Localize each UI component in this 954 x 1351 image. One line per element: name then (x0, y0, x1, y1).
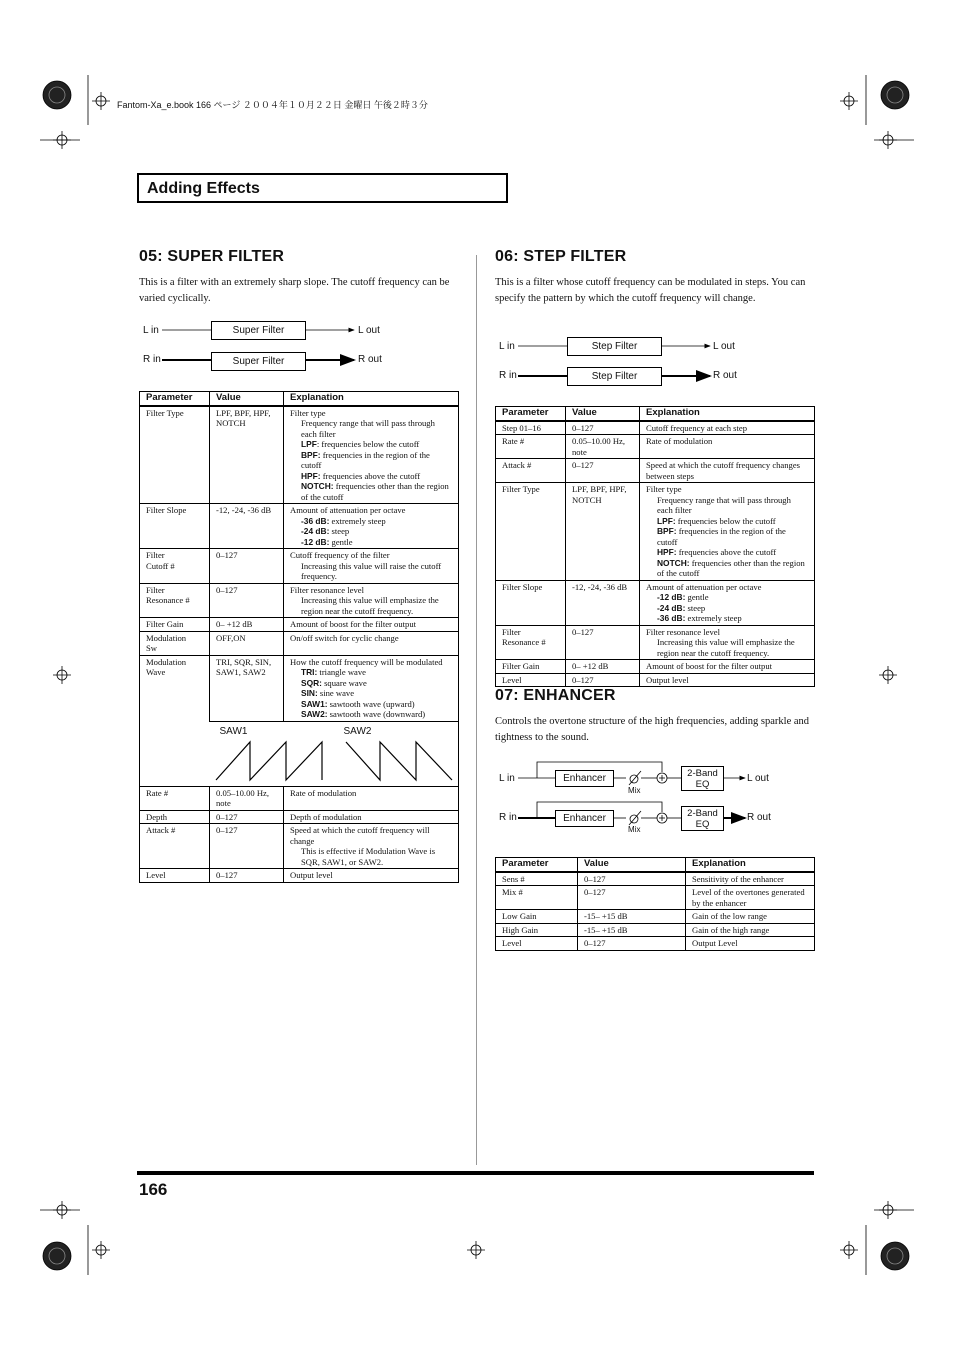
key-desc: frequencies other than the region of the cutoff (657, 557, 805, 578)
col-value: Value (566, 407, 640, 421)
super-filter-title: 05: SUPER FILTER (139, 248, 285, 265)
table-row (496, 673, 815, 687)
key-desc: frequencies other than the region of the cutoff (301, 481, 449, 502)
value-cell: LPF, BPF, HPF, NOTCH (210, 406, 284, 504)
param-cell: Filter Gain (496, 660, 566, 674)
param-cell: Attack # (496, 459, 566, 483)
mix-label-l: Mix (628, 786, 641, 795)
param-cell: Low Gain (496, 910, 578, 924)
param-cell: High Gain (496, 923, 578, 937)
explanation-item (290, 537, 452, 548)
value-cell: 0–127 (210, 810, 284, 824)
explanation-cell: Amount of boost for the filter output (640, 660, 815, 674)
explanation-item (646, 603, 808, 614)
explanation-cell: On/off switch for cyclic change (284, 631, 459, 655)
param-cell: Depth (140, 810, 210, 824)
sawtooth-waves (210, 722, 460, 786)
value-cell: 0–127 (566, 421, 640, 435)
key-desc: extremely steep (329, 515, 386, 526)
table-row (140, 618, 459, 632)
param-cell (140, 549, 210, 584)
key-desc: frequencies above the cutoff (320, 470, 421, 481)
value-cell: LPF, BPF, HPF, NOTCH (566, 483, 640, 581)
l-in-label: L in (143, 325, 159, 336)
explanation-item (290, 516, 452, 527)
value-cell: -15– +15 dB (578, 910, 686, 924)
r-out-label: R out (747, 812, 771, 823)
page-number: 166 (139, 1180, 168, 1199)
table-row (496, 872, 815, 886)
explanation-cell (284, 406, 459, 504)
param-cell: Filter Gain (140, 618, 210, 632)
value-cell: 0– +12 dB (566, 660, 640, 674)
explanation-item (646, 613, 808, 624)
explanation-text: Speed at which the cutoff frequency will change (290, 825, 430, 846)
explanation-cell (284, 549, 459, 584)
explanation-text: Amount of attenuation per octave (646, 581, 762, 592)
param-cell: Filter Slope (140, 504, 210, 549)
col-explanation: Explanation (284, 392, 459, 406)
table-row (140, 869, 459, 883)
explanation-text: Filter resonance level (646, 626, 720, 637)
section-title-box (137, 173, 508, 203)
value-cell: 0–127 (566, 459, 640, 483)
explanation-item (290, 699, 452, 710)
explanation-cell: Level of the overtones generated by the enhancer (686, 886, 815, 910)
key-term: BPF: (301, 449, 321, 460)
super-filter-description: This is a filter with an extremely sharp slope. The cutoff frequency can be varied cyclically. (139, 277, 450, 304)
explanation-cell (640, 483, 815, 581)
param-line: Modulation (146, 656, 187, 667)
table-row (140, 631, 459, 655)
step-filter-title: 06: STEP FILTER (495, 248, 627, 265)
explanation-cell: Output Level (686, 937, 815, 951)
param-cell: Step 01–16 (496, 421, 566, 435)
explanation-cell (640, 580, 815, 625)
param-line: Filter (146, 550, 165, 560)
key-term: NOTCH: (657, 557, 690, 568)
explanation-sub: Frequency range that will pass through each filter (657, 494, 791, 515)
key-desc: gentle (329, 536, 353, 547)
table-row (140, 583, 459, 618)
table-row (496, 660, 815, 674)
col-parameter: Parameter (140, 392, 210, 406)
value-cell: -15– +15 dB (578, 923, 686, 937)
value-cell: 0–127 (210, 824, 284, 869)
key-term: -24 dB: (301, 526, 330, 536)
explanation-item (290, 526, 452, 537)
r-in-label: R in (499, 370, 517, 381)
explanation-text: Cutoff frequency of the filter (290, 550, 390, 560)
param-cell: Rate # (140, 786, 210, 810)
key-desc: gentle (685, 592, 709, 602)
key-desc: steep (329, 526, 350, 536)
key-term: SAW2: (301, 709, 328, 719)
r-in-label: R in (499, 812, 517, 823)
table-row (496, 886, 815, 910)
param-cell: Sens # (496, 872, 578, 886)
param-cell: Level (140, 869, 210, 883)
param-line: Cutoff # (146, 560, 175, 571)
explanation-item (646, 558, 808, 579)
eq-line: 2-Band (687, 808, 718, 819)
key-desc: triangle wave (317, 667, 366, 677)
eq-block-l (681, 766, 724, 791)
super-filter-block-r: Super Filter (211, 352, 306, 371)
explanation-cell (284, 504, 459, 549)
enhancer-block-l: Enhancer (555, 770, 614, 787)
key-term: SIN: (301, 688, 318, 698)
key-term: BPF: (657, 526, 677, 536)
table-row (496, 923, 815, 937)
key-desc: square wave (321, 677, 367, 688)
footer-rule (137, 1171, 814, 1175)
param-line: Resonance # (502, 637, 546, 647)
param-cell (140, 655, 210, 786)
l-out-label: L out (713, 341, 735, 352)
key-term: -36 dB: (301, 515, 330, 526)
value-cell: 0–127 (210, 869, 284, 883)
step-filter-block-l: Step Filter (567, 337, 662, 356)
key-term: SAW1: (301, 698, 328, 709)
explanation-cell (284, 655, 459, 721)
eq-line: EQ (695, 819, 710, 830)
param-cell: Filter Type (140, 406, 210, 504)
col-value: Value (578, 858, 686, 872)
explanation-cell: Sensitivity of the enhancer (686, 872, 815, 886)
param-line: Wave (146, 667, 166, 677)
col-parameter: Parameter (496, 858, 578, 872)
table-row (140, 824, 459, 869)
explanation-item (646, 547, 808, 558)
explanation-cell: Gain of the low range (686, 910, 815, 924)
column-divider (476, 255, 477, 1165)
r-out-label: R out (358, 354, 382, 365)
step-filter-table (495, 406, 815, 687)
col-explanation: Explanation (640, 407, 815, 421)
param-cell: Level (496, 673, 566, 687)
param-line: Filter (502, 626, 521, 637)
step-filter-block-r: Step Filter (567, 367, 662, 386)
table-header-row (496, 858, 815, 872)
table-row (496, 625, 815, 660)
value-cell: -12, -24, -36 dB (566, 580, 640, 625)
explanation-sub: Increasing this value will raise the cutoff frequency. (301, 560, 442, 581)
param-cell: Level (496, 937, 578, 951)
value-cell: 0–127 (210, 583, 284, 618)
value-cell: OFF,ON (210, 631, 284, 655)
table-row (496, 910, 815, 924)
explanation-item (290, 450, 452, 471)
enhancer-description: Controls the overtone structure of the high frequencies, adding sparkle and tightness to the sound. (495, 716, 810, 743)
explanation-text: Amount of attenuation per octave (290, 505, 406, 515)
explanation-cell: Gain of the high range (686, 923, 815, 937)
key-desc: extremely steep (685, 613, 742, 623)
key-term: -12 dB: (657, 592, 686, 602)
explanation-cell (284, 824, 459, 869)
value-cell: 0–127 (578, 937, 686, 951)
param-cell: Filter Slope (496, 580, 566, 625)
explanation-item (290, 481, 452, 502)
explanation-item (290, 667, 452, 678)
l-in-label: L in (499, 341, 515, 352)
explanation-sub: Increasing this value will emphasize the region near the cutoff frequency. (657, 637, 795, 658)
explanation-item (290, 709, 452, 720)
explanation-cell: Output level (640, 673, 815, 687)
section-title: Adding Effects (147, 180, 260, 197)
table-row (496, 580, 815, 625)
explanation-cell: Rate of modulation (640, 435, 815, 459)
explanation-item (290, 678, 452, 689)
explanation-cell: Output level (284, 869, 459, 883)
r-in-label: R in (143, 354, 161, 365)
key-desc: sine wave (317, 688, 355, 698)
param-cell (496, 625, 566, 660)
param-cell: Mix # (496, 886, 578, 910)
mix-label-r: Mix (628, 825, 641, 834)
step-filter-description: This is a filter whose cutoff frequency can be modulated in steps. You can specify the pattern by which the cutoff frequency will change. (495, 277, 806, 304)
enhancer-table (495, 857, 815, 951)
key-term: NOTCH: (301, 481, 334, 491)
eq-line: EQ (695, 779, 710, 790)
explanation-text: Filter type (646, 484, 682, 494)
explanation-item (290, 439, 452, 450)
col-explanation: Explanation (686, 858, 815, 872)
eq-line: 2-Band (687, 768, 718, 779)
super-filter-block-l: Super Filter (211, 321, 306, 340)
saw2-label: SAW2 (343, 725, 372, 737)
explanation-cell: Depth of modulation (284, 810, 459, 824)
param-cell: Filter Type (496, 483, 566, 581)
table-row (140, 810, 459, 824)
key-desc: steep (685, 602, 706, 613)
key-desc: frequencies below the cutoff (675, 515, 776, 526)
table-row (496, 459, 815, 483)
table-row (496, 937, 815, 951)
param-line: Modulation (146, 632, 187, 643)
explanation-cell (284, 583, 459, 618)
value-cell: 0.05–10.00 Hz, note (566, 435, 640, 459)
explanation-item (290, 471, 452, 482)
value-cell: 0.05–10.00 Hz, note (210, 786, 284, 810)
key-desc: frequencies above the cutoff (676, 547, 777, 557)
key-term: HPF: (657, 547, 677, 557)
explanation-item (290, 688, 452, 699)
key-desc: frequencies in the region of the cutoff (301, 449, 430, 470)
explanation-text: Filter resonance level (290, 584, 364, 595)
key-term: -36 dB: (657, 613, 686, 623)
key-desc: sawtooth wave (downward) (327, 709, 426, 719)
explanation-cell: Cutoff frequency at each step (640, 421, 815, 435)
param-line: Filter (146, 584, 165, 595)
explanation-item (646, 526, 808, 547)
param-line: Sw (146, 643, 157, 653)
explanation-cell: Amount of boost for the filter output (284, 618, 459, 632)
table-row (140, 549, 459, 584)
value-cell: 0– +12 dB (210, 618, 284, 632)
key-term: SQR: (301, 677, 322, 688)
key-term: HPF: (301, 470, 321, 481)
r-out-label: R out (713, 370, 737, 381)
key-term: -12 dB: (301, 536, 330, 547)
explanation-item (646, 516, 808, 527)
explanation-text: Filter type (290, 407, 326, 418)
param-line: Resonance # (146, 595, 190, 605)
eq-block-r (681, 806, 724, 831)
saw1-label: SAW1 (219, 725, 248, 737)
key-desc: frequencies in the region of the cutoff (657, 526, 786, 547)
l-in-label: L in (499, 773, 515, 784)
value-cell: TRI, SQR, SIN, SAW1, SAW2 (210, 655, 284, 721)
explanation-item (646, 592, 808, 603)
col-parameter: Parameter (496, 407, 566, 421)
col-value: Value (210, 392, 284, 406)
value-cell: 0–127 (566, 625, 640, 660)
table-row (140, 504, 459, 549)
file-header-line: Fantom-Xa_e.book 166 ページ ２００４年１０月２２日 金曜日 午後２時３分 (117, 100, 428, 110)
explanation-cell: Speed at which the cutoff frequency changes between steps (640, 459, 815, 483)
table-row (496, 421, 815, 435)
explanation-cell (640, 625, 815, 660)
saw2-wave (346, 742, 452, 780)
explanation-text: How the cutoff frequency will be modulated (290, 656, 443, 667)
explanation-sub: Frequency range that will pass through each filter (301, 418, 435, 439)
table-row (496, 435, 815, 459)
param-cell (140, 631, 210, 655)
value-cell: 0–127 (566, 673, 640, 687)
explanation-sub: Increasing this value will emphasize the region near the cutoff frequency. (301, 595, 439, 616)
table-header-row (496, 407, 815, 421)
table-header-row (140, 392, 459, 406)
value-cell: 0–127 (578, 886, 686, 910)
enhancer-block-r: Enhancer (555, 810, 614, 827)
value-cell: -12, -24, -36 dB (210, 504, 284, 549)
key-term: TRI: (301, 667, 318, 677)
key-term: LPF (301, 439, 317, 449)
enhancer-title: 07: ENHANCER (495, 687, 616, 704)
table-row (140, 406, 459, 504)
explanation-cell: Rate of modulation (284, 786, 459, 810)
l-out-label: L out (747, 773, 769, 784)
saw1-wave (216, 742, 322, 780)
enhancer-lines (495, 755, 815, 845)
wave-diagram-cell (210, 721, 459, 786)
param-cell: Attack # (140, 824, 210, 869)
value-cell: 0–127 (210, 549, 284, 584)
key-desc: : frequencies below the cutoff (316, 439, 420, 449)
key-term: LPF: (657, 515, 676, 526)
table-row (140, 786, 459, 810)
value-cell: 0–127 (578, 872, 686, 886)
key-desc: sawtooth wave (upward) (327, 698, 415, 709)
key-term: -24 dB: (657, 602, 686, 613)
table-row (140, 655, 459, 721)
super-filter-table (139, 391, 459, 883)
explanation-sub: This is effective if Modulation Wave is SQR, SAW1, or SAW2. (301, 846, 436, 867)
param-cell: Rate # (496, 435, 566, 459)
l-out-label: L out (358, 325, 380, 336)
param-cell (140, 583, 210, 618)
table-row (496, 483, 815, 581)
